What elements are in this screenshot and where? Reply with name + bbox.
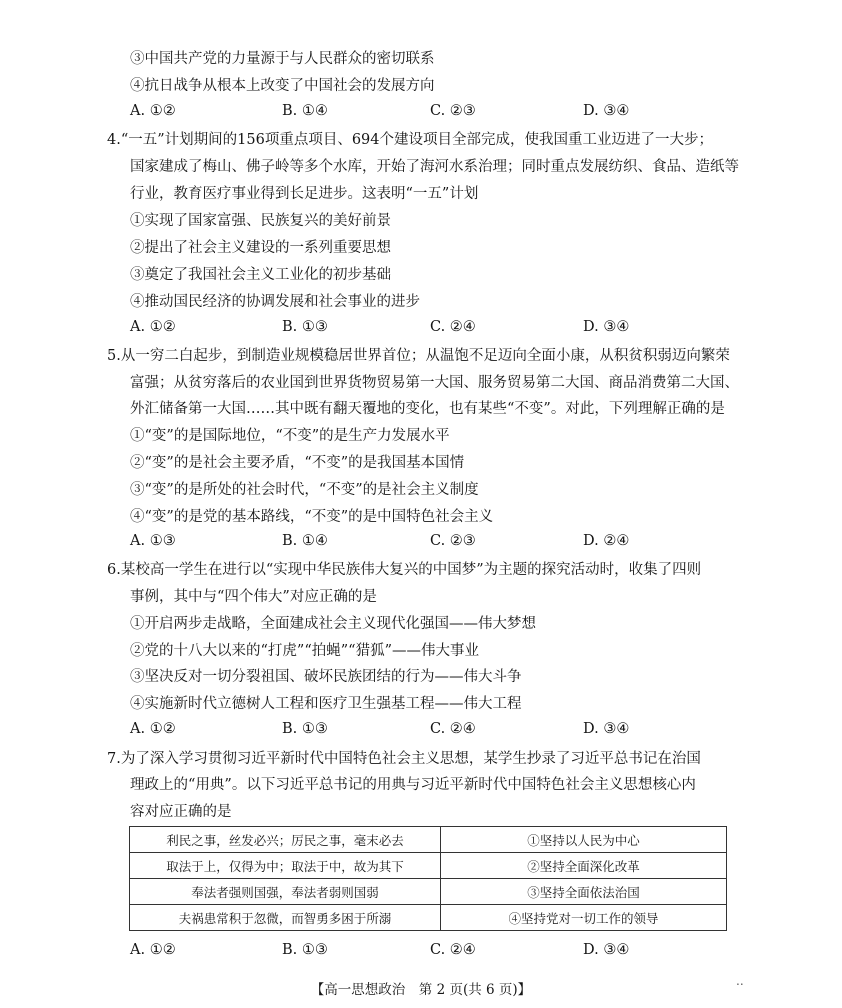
q3-choices	[130, 103, 650, 123]
q3-option-4: ④抗日战争从根本上改变了中国社会的发展方向	[130, 78, 435, 94]
choice-d: D. ③④	[583, 721, 630, 737]
q5-option-2: ②“变”的是社会主要矛盾，“不变”的是我国基本国情	[130, 455, 465, 471]
choice-b: B. ①③	[282, 319, 328, 335]
choice-c: C. ②④	[430, 721, 476, 737]
page-footer: 【高一思想政治 第 2 页(共 6 页)】	[310, 982, 532, 998]
q6-stem-line-1: 6.某校高一学生在进行以“实现中华民族伟大复兴的中国梦”为主题的探究活动时，收集了四则	[107, 562, 702, 578]
idea-cell: ④坚持党对一切工作的领导	[441, 905, 727, 931]
q4-option-1: ①实现了国家富强、民族复兴的美好前景	[130, 213, 391, 229]
q4-stem-line-1: 4.“一五”计划期间的156项重点项目、694个建设项目全部完成，使我国重工业迈进了一大步；	[107, 132, 714, 148]
idea-cell: ③坚持全面依法治国	[441, 879, 727, 905]
q4-stem-line-2: 国家建成了梅山、佛子岭等多个水库，开始了海河水系治理；同时重点发展纺织、食品、造纸等	[130, 159, 739, 175]
q5-option-4: ④“变”的是党的基本路线，“不变”的是中国特色社会主义	[130, 509, 494, 525]
idea-cell: ②坚持全面深化改革	[441, 853, 727, 879]
q6-option-1: ①开启两步走战略，全面建成社会主义现代化强国——伟大梦想	[130, 616, 536, 632]
choice-a: A. ①②	[130, 319, 176, 335]
table-row	[130, 879, 727, 905]
choice-c: C. ②④	[430, 319, 476, 335]
choice-b: B. ①③	[282, 721, 328, 737]
choice-b: B. ①③	[282, 942, 328, 958]
choice-c: C. ②④	[430, 942, 476, 958]
q4-option-4: ④推动国民经济的协调发展和社会事业的进步	[130, 294, 420, 310]
q6-choices	[130, 721, 650, 741]
choice-d: D. ③④	[583, 942, 630, 958]
choice-d: D. ③④	[583, 319, 630, 335]
choice-c: C. ②③	[430, 103, 476, 119]
q7-choices	[130, 942, 650, 962]
idea-cell: ①坚持以人民为中心	[441, 827, 727, 853]
choice-a: A. ①②	[130, 942, 176, 958]
q4-option-3: ③奠定了我国社会主义工业化的初步基础	[130, 267, 391, 283]
q6-option-2: ②党的十八大以来的“打虎”“拍蝇”“猎狐”——伟大事业	[130, 643, 479, 659]
q3-option-3: ③中国共产党的力量源于与人民群众的密切联系	[130, 51, 435, 67]
corner-mark: ..	[736, 974, 744, 988]
quote-cell: 夫祸患常积于忽微，而智勇多困于所溺	[130, 905, 441, 931]
q6-stem-line-2: 事例，其中与“四个伟大”对应正确的是	[130, 589, 377, 605]
choice-a: A. ①③	[130, 533, 176, 549]
choice-a: A. ①②	[130, 103, 176, 119]
choice-a: A. ①②	[130, 721, 176, 737]
quote-cell: 取法于上，仅得为中；取法于中，故为其下	[130, 853, 441, 879]
quote-cell: 利民之事，丝发必兴；厉民之事，毫末必去	[130, 827, 441, 853]
q5-option-1: ①“变”的是国际地位，“不变”的是生产力发展水平	[130, 428, 450, 444]
q6-option-4: ④实施新时代立德树人工程和医疗卫生强基工程——伟大工程	[130, 696, 522, 712]
q4-stem-line-3: 行业，教育医疗事业得到长足进步。这表明“一五”计划	[130, 186, 479, 202]
q5-option-3: ③“变”的是所处的社会时代，“不变”的是社会主义制度	[130, 482, 479, 498]
q5-stem-line-3: 外汇储备第一大国……其中既有翻天覆地的变化，也有某些“不变”。对此，下列理解正确的是	[130, 401, 725, 417]
choice-b: B. ①④	[282, 533, 328, 549]
quote-cell: 奉法者强则国强，奉法者弱则国弱	[130, 879, 441, 905]
quote-table	[129, 826, 727, 931]
q7-stem-line-2: 理政上的“用典”。以下习近平总书记的用典与习近平新时代中国特色社会主义思想核心内	[130, 777, 696, 793]
q5-stem-line-1: 5.从一穷二白起步，到制造业规模稳居世界首位；从温饱不足迈向全面小康，从积贫积弱迈向繁荣	[107, 348, 730, 364]
q5-choices	[130, 533, 650, 553]
choice-d: D. ②④	[583, 533, 630, 549]
q4-option-2: ②提出了社会主义建设的一系列重要思想	[130, 240, 391, 256]
choice-b: B. ①④	[282, 103, 328, 119]
q5-stem-line-2: 富强；从贫穷落后的农业国到世界货物贸易第一大国、服务贸易第二大国、商品消费第二大国、	[130, 375, 739, 391]
choice-d: D. ③④	[583, 103, 630, 119]
q4-choices	[130, 319, 650, 339]
table-row	[130, 827, 727, 853]
table-row	[130, 905, 727, 931]
choice-c: C. ②③	[430, 533, 476, 549]
q6-option-3: ③坚决反对一切分裂祖国、破坏民族团结的行为——伟大斗争	[130, 669, 522, 685]
q7-stem-line-3: 容对应正确的是	[130, 804, 232, 820]
table-row	[130, 853, 727, 879]
q7-stem-line-1: 7.为了深入学习贯彻习近平新时代中国特色社会主义思想，某学生抄录了习近平总书记在治国	[107, 751, 701, 767]
